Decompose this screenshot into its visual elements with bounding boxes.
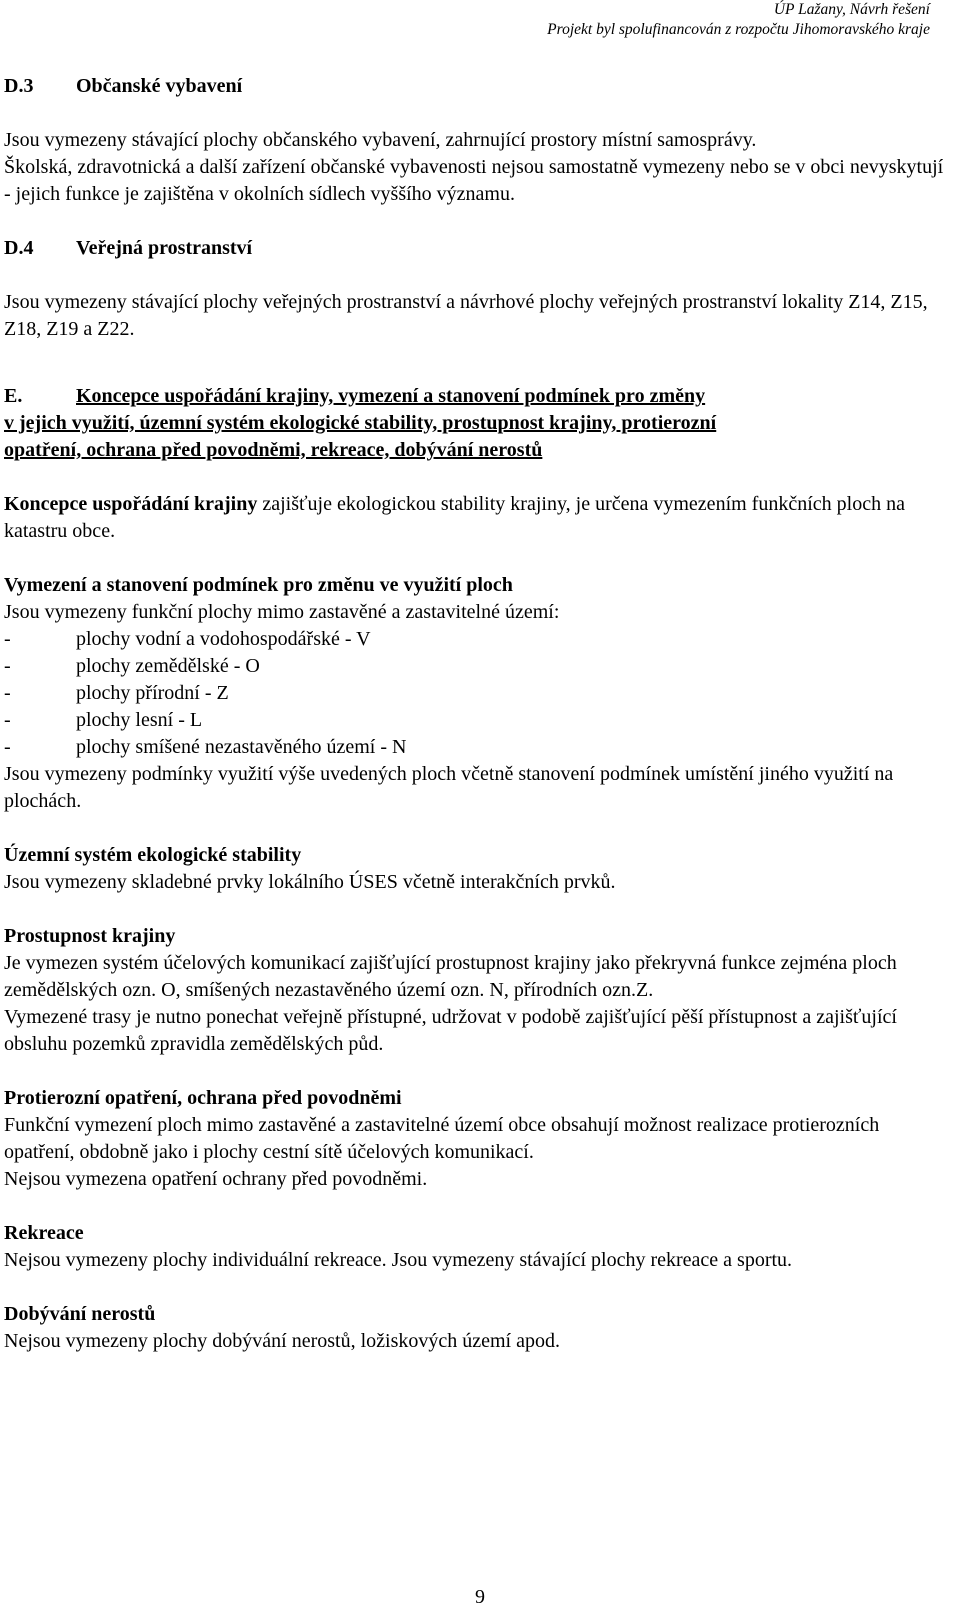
vymezeni-intro: Jsou vymezeny funkční plochy mimo zastavěné a zastavitelné území: — [4, 601, 560, 623]
protierozni-text-1: Funkční vymezení ploch mimo zastavěné a zastavitelné území obce obsahují možnost realizace protierozních opatření, obdobně jako i plochy cestní sítě účelových komunikací. — [4, 1114, 880, 1163]
section-d4-paragraph: Jsou vymezeny stávající plochy veřejných prostranství a návrhové plochy veřejných prostranství lokality Z14, Z15, Z18, Z19 a Z22. — [4, 291, 928, 340]
prostupnost-text-1: Je vymezen systém účelových komunikací zajišťující prostupnost krajiny jako překryvná funkce zejména ploch zemědělských ozn. O, smíšených nezastavěného území ozn. N, přírodních ozn.Z. — [4, 952, 897, 1001]
header-funding-note: Projekt byl spolufinancován z rozpočtu Jihomoravského kraje — [547, 20, 930, 38]
section-d3-paragraph-2: Školská, zdravotnická a další zařízení občanské vybavenosti nejsou samostatně vymezeny nebo se v obci nevyskytují - jejich funkce je zajištěna v okolních sídlech vyššího významu. — [4, 156, 944, 205]
prostupnost-heading: Prostupnost krajiny — [4, 925, 176, 947]
section-e-heading — [4, 383, 944, 464]
document-body — [4, 73, 944, 1355]
list-dash: - — [4, 709, 11, 731]
dobyvani-heading: Dobývání nerostů — [4, 1303, 156, 1325]
list-item-text: plochy vodní a vodohospodářské - V — [76, 628, 371, 650]
prostupnost-text-2: Vymezené trasy je nutno ponechat veřejně přístupné, udržovat v podobě zajišťující pěší přístupnost a zajišťující obsluhu pozemků zpravidla zemědělských půd. — [4, 1006, 897, 1055]
koncepce-text: zajišťuje ekologickou stability krajiny, je určena vymezením funkčních ploch na katastru obce. — [4, 493, 905, 542]
list-item — [4, 734, 944, 761]
dobyvani-text: Nejsou vymezeny plochy dobývání nerostů, ložiskových území apod. — [4, 1330, 560, 1352]
section-e-title-line-1: Koncepce uspořádání krajiny, vymezení a stanovení podmínek pro změny — [76, 385, 706, 407]
list-dash: - — [4, 655, 11, 677]
list-item-text: plochy lesní - L — [76, 709, 203, 731]
section-d3-title: Občanské vybavení — [76, 75, 243, 97]
list-dash: - — [4, 682, 11, 704]
list-item — [4, 626, 944, 653]
koncepce-bold-term: Koncepce uspořádání krajiny — [4, 493, 258, 515]
section-d4-heading — [4, 235, 944, 262]
section-d3-number: D.3 — [4, 75, 34, 97]
list-dash: - — [4, 628, 11, 650]
list-item — [4, 680, 944, 707]
list-dash: - — [4, 736, 11, 758]
uses-text: Jsou vymezeny skladebné prvky lokálního ÚSES včetně interakčních prvků. — [4, 871, 616, 893]
plochy-list — [4, 626, 944, 761]
list-item — [4, 653, 944, 680]
section-d4-title: Veřejná prostranství — [76, 237, 253, 259]
uses-heading: Územní systém ekologické stability — [4, 844, 302, 866]
vymezeni-outro: Jsou vymezeny podmínky využití výše uvedených ploch včetně stanovení podmínek umístění jiného využití na plochách. — [4, 763, 894, 812]
list-item — [4, 707, 944, 734]
header-title: ÚP Lažany, Návrh řešení — [773, 1, 930, 18]
section-d4-number: D.4 — [4, 237, 34, 259]
section-e-title-line-3: opatření, ochrana před povodněmi, rekreace, dobývání nerostů — [4, 439, 543, 461]
protierozni-heading: Protierozní opatření, ochrana před povodněmi — [4, 1087, 402, 1109]
rekreace-heading: Rekreace — [4, 1222, 84, 1244]
section-e-number: E. — [4, 385, 23, 407]
page-header — [547, 0, 930, 39]
page-number: 9 — [475, 1586, 485, 1608]
koncepce-paragraph — [4, 491, 944, 545]
section-d3-paragraph-1: Jsou vymezeny stávající plochy občanského vybavení, zahrnující prostory místní samosprávy. — [4, 129, 757, 151]
protierozni-text-2: Nejsou vymezena opatření ochrany před povodněmi. — [4, 1168, 428, 1190]
vymezeni-heading: Vymezení a stanovení podmínek pro změnu ve využití ploch — [4, 574, 513, 596]
list-item-text: plochy smíšené nezastavěného území - N — [76, 736, 407, 758]
rekreace-text: Nejsou vymezeny plochy individuální rekreace. Jsou vymezeny stávající plochy rekreace a sportu. — [4, 1249, 793, 1271]
section-d3-heading — [4, 73, 944, 100]
list-item-text: plochy přírodní - Z — [76, 682, 229, 704]
list-item-text: plochy zemědělské - O — [76, 655, 260, 677]
section-e-title-line-2: v jejich využití, územní systém ekologické stability, prostupnost krajiny, protierozní — [4, 412, 717, 434]
